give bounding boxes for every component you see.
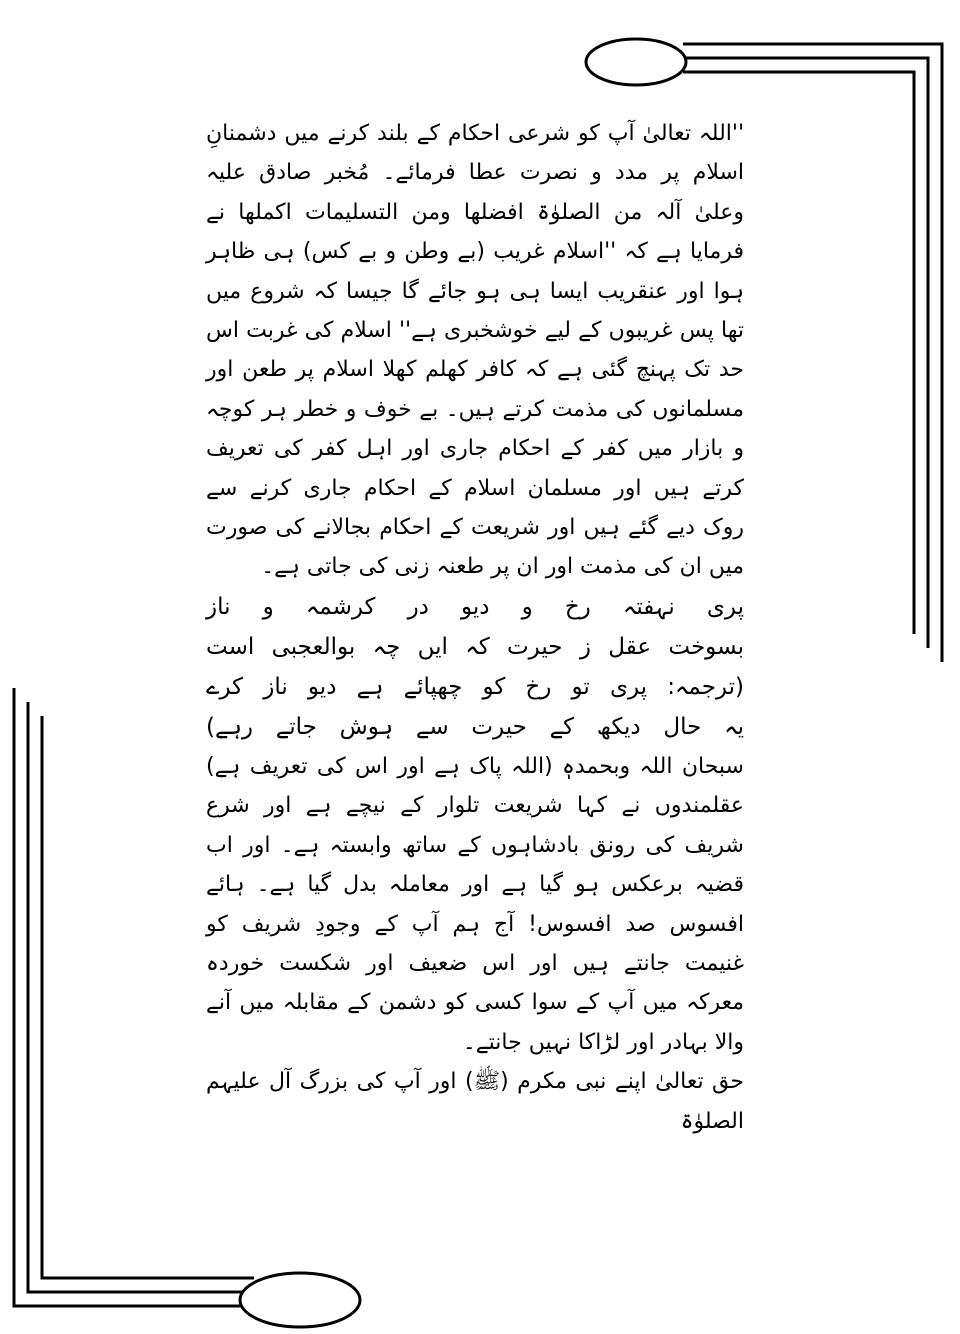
translation-line-2: یہ حال دیکھ کے حیرت سے ہوش جاتے رہے) — [206, 713, 744, 740]
paragraph-1: ''اللہ تعالیٰ آپ کو شرعی احکام کے بلند کرنے میں دشمنانِ اسلام پر مدد و نصرت عطا فرمائے۔ مُخبر صادق علیہ وعلیٰ آلہ من الصلوٰۃ افضلھا ومن التسلیمات اکملھا نے فرمایا ہے کہ ''اسلام غریب (بے وطن و بے کس) ہی ظاہر ہوا اور عنقریب ایسا ہی ہو جائے گا جیسا کہ شروع میں تھا پس غریبوں کے لیے خوشخبری ہے'' اسلام کی غربت اس حد تک پہنچ گئی ہے کہ کافر کھلم کھلا اسلام پر طعن اور مسلمانوں کی مذمت کرتے ہیں۔ بے خوف و خطر ہر کوچہ و بازار میں کفر کے احکام جاری اور اہل کفر کی تعریف کرتے ہیں اور مسلمان اسلام کے احکام جاری کرنے سے روک دیے گئے ہیں اور شریعت کے احکام بجالانے کی صورت میں ان کی مذمت اور ان پر طعنہ زنی کی جاتی ہے۔ — [206, 121, 744, 580]
couplet-line-1: پری نہفتہ رخ و دیو در کرشمہ و ناز — [206, 593, 744, 620]
translation-line-1: (ترجمہ: پری تو رخ کو چھپائے ہے دیو ناز کرے — [206, 673, 744, 700]
persian-couplet — [206, 587, 744, 667]
couplet-translation — [206, 667, 744, 747]
paragraph-2: سبحان اللہ وبحمدہٖ (اللہ پاک ہے اور اس کی تعریف ہے) عقلمندوں نے کہا شریعت تلوار کے نیچے ہے اور شرع شریف کی رونق بادشاہوں کے ساتھ وابستہ ہے۔ اور اب قضیہ برعکس ہو گیا ہے اور معاملہ بدل گیا ہے۔ ہائے افسوس صد افسوس! آج ہم آپ کے وجودِ شریف کو غنیمت جانتے ہیں اور اس ضعیف اور شکست خوردہ معرکہ میں آپ کے سوا کسی کو دشمن کے مقابلہ میں آنے والا بہادر اور لڑاکا نہیں جانتے۔ — [206, 753, 744, 1055]
paragraph-3: حق تعالیٰ اپنے نبی مکرم (ﷺ) اور آپ کی بزرگ آل علیہم الصلوٰۃ — [206, 1069, 744, 1134]
couplet-line-2: بسوخت عقل ز حیرت کہ ایں چہ بوالعجبی است — [206, 633, 744, 660]
top-oval-ornament — [586, 39, 686, 85]
page-text-body — [206, 114, 744, 1141]
bottom-oval-ornament — [240, 1273, 360, 1327]
